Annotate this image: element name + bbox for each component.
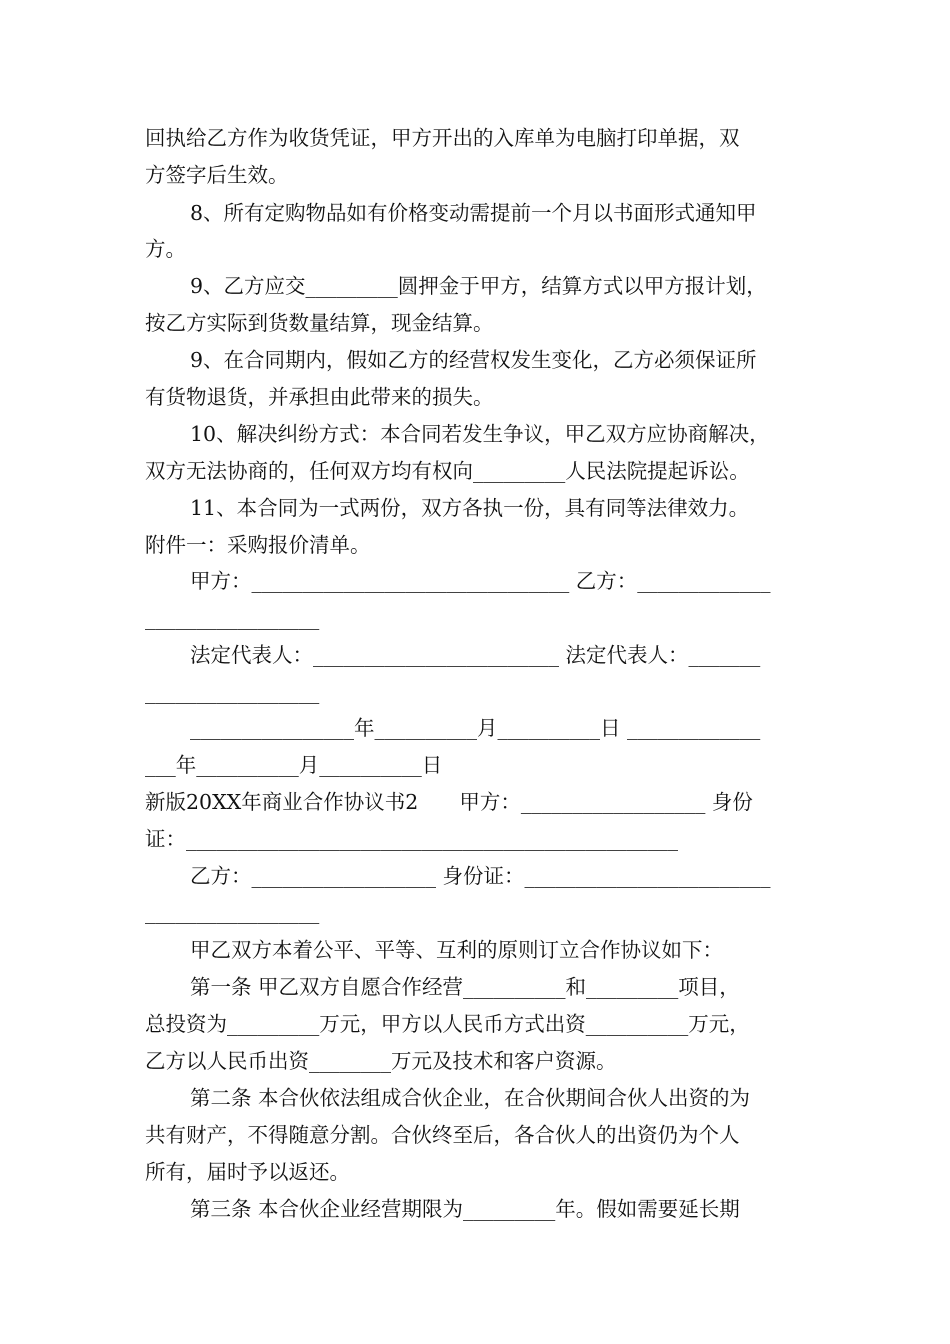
text-line: 乙方以人民币出资________万元及技术和客户资源。 bbox=[145, 1049, 617, 1073]
section-title-line: 新版20XX年商业合作协议书2 甲方：__________________ 身份 bbox=[145, 790, 753, 814]
text-line: 10、解决纠纷方式：本合同若发生争议，甲乙双方应协商解决， bbox=[190, 422, 770, 446]
text-line: 双方无法协商的，任何双方均有权向_________人民法院提起诉讼。 bbox=[145, 459, 750, 483]
text-line: 第二条 本合伙依法组成合伙企业，在合伙期间合伙人出资的为 bbox=[190, 1086, 751, 1110]
text-line: 共有财产，不得随意分割。合伙终至后，各合伙人的出资仍为个人 bbox=[145, 1123, 740, 1147]
text-line: 甲乙双方本着公平、平等、互利的原则订立合作协议如下： bbox=[190, 938, 723, 962]
date-line: ___年__________月__________日 bbox=[145, 753, 443, 777]
text-line: 9、在合同期内，假如乙方的经营权发生变化，乙方必须保证所 bbox=[190, 348, 757, 372]
text-line: 第三条 本合伙企业经营期限为_________年。假如需要延长期 bbox=[190, 1197, 740, 1221]
text-line: 乙方：__________________ 身份证：________________________ bbox=[190, 864, 771, 888]
text-line: 方签字后生效。 bbox=[145, 163, 289, 187]
text-line: 9、乙方应交_________圆押金于甲方，结算方式以甲方报计划， bbox=[190, 274, 767, 298]
signature-line: 法定代表人：________________________ 法定代表人：_______ bbox=[190, 643, 761, 667]
date-line: ________________年__________月__________日 _____________ bbox=[190, 716, 761, 740]
text-line: 11、本合同为一式两份，双方各执一份，具有同等法律效力。 bbox=[190, 496, 750, 520]
text-line: 8、所有定购物品如有价格变动需提前一个月以书面形式通知甲 bbox=[190, 201, 757, 225]
text-line: 证：________________________________________________ bbox=[145, 827, 678, 851]
text-line: 附件一：采购报价清单。 bbox=[145, 533, 371, 557]
text-line: 第一条 甲乙双方自愿合作经营__________和_________项目， bbox=[190, 975, 740, 999]
signature-line: _________________ bbox=[145, 680, 320, 704]
text-line: 回执给乙方作为收货凭证，甲方开出的入库单为电脑打印单据，双 bbox=[145, 126, 740, 150]
signature-line: _________________ bbox=[145, 606, 320, 630]
text-line: 有货物退货，并承担由此带来的损失。 bbox=[145, 385, 494, 409]
text-line: 总投资为_________万元，甲方以人民币方式出资__________万元， bbox=[145, 1012, 750, 1036]
text-line: 所有，届时予以返还。 bbox=[145, 1160, 350, 1184]
text-line: 按乙方实际到货数量结算，现金结算。 bbox=[145, 311, 494, 335]
text-line: 方。 bbox=[145, 237, 186, 261]
signature-line: 甲方：_______________________________ 乙方：_____________ bbox=[190, 569, 771, 593]
text-line: _________________ bbox=[145, 900, 320, 924]
